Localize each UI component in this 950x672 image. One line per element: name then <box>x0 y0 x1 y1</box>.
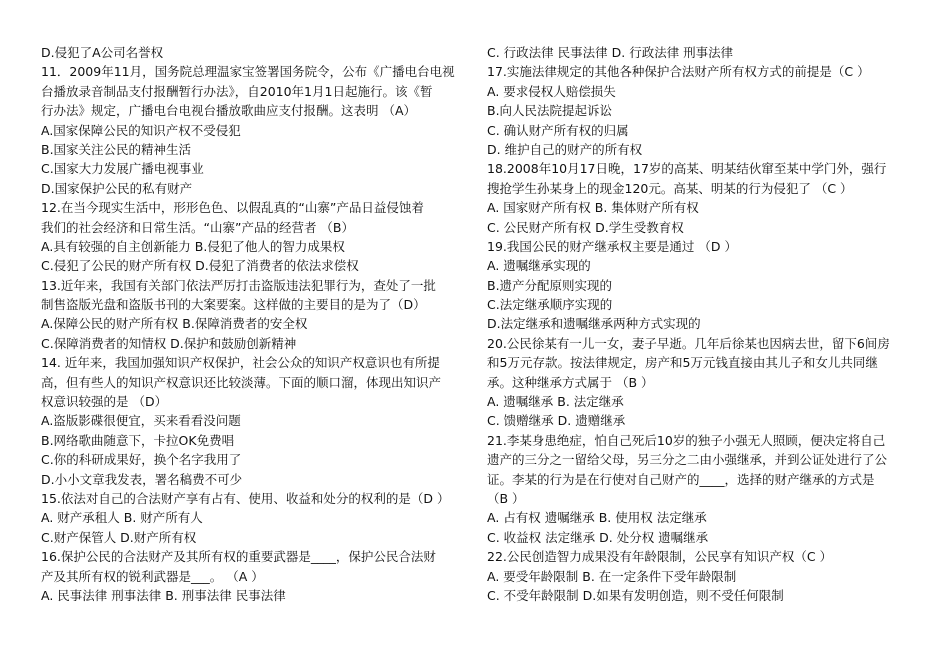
text-line: A. 民事法律 刑事法律 B. 刑事法律 民事法律 <box>41 587 286 603</box>
text-line: A. 国家财产所有权 B. 集体财产所有权 <box>487 200 699 216</box>
text-line: 和5万元存款。按法律规定，房产和5万元钱直接由其儿子和女儿共同继 <box>487 355 878 371</box>
text-line: A. 财产承租人 B. 财产所有人 <box>41 510 203 526</box>
text-line: C. 公民财产所有权 D.学生受教育权 <box>487 219 684 235</box>
text-line: A.盗版影碟很便宜，买来看看没问题 <box>41 413 241 429</box>
text-line: 22.公民创造智力成果没有年龄限制，公民享有知识产权（C ） <box>487 549 833 565</box>
text-line: 17.实施法律规定的其他各种保护合法财产所有权方式的前提是（C ） <box>487 64 870 80</box>
text-line: C.国家大力发展广播电视事业 <box>41 161 204 177</box>
text-line: C.保障消费者的知情权 D.保护和鼓励创新精神 <box>41 335 297 351</box>
text-line: D.侵犯了A公司名誉权 <box>41 45 164 60</box>
text-line: C.侵犯了公民的财产所有权 D.侵犯了消费者的依法求偿权 <box>41 258 359 274</box>
text-line: C. 收益权 法定继承 D. 处分权 遗嘱继承 <box>487 529 709 545</box>
text-line: C.法定继承顺序实现的 <box>487 297 613 313</box>
text-line: A.保障公民的财产所有权 B.保障消费者的安全权 <box>41 316 308 332</box>
text-line: 台播放录音制品支付报酬暂行办法》，自2010年1月1日起施行。该《暂 <box>41 83 433 99</box>
text-line: 14. 近年来，我国加强知识产权保护，社会公众的知识产权意识也有所提 <box>41 355 440 371</box>
text-line: 16.保护公民的合法财产及其所有权的重要武器是____，保护公民合法财 <box>41 549 436 565</box>
text-line: 15.依法对自己的合法财产享有占有、使用、收益和处分的权利的是（D ） <box>41 490 450 506</box>
text-line: 权意识较强的是 （D） <box>41 394 168 410</box>
text-line: 18.2008年10月17日晚，17岁的高某、明某结伙窜至某中学门外，强行 <box>487 161 887 177</box>
text-line: D.法定继承和遗嘱继承两种方式实现的 <box>487 316 701 332</box>
text-line: 高，但有些人的知识产权意识还比较淡薄。下面的顺口溜，体现出知识产 <box>41 374 442 390</box>
text-line: B.向人民法院提起诉讼 <box>487 103 613 119</box>
text-line: A.具有较强的自主创新能力 B.侵犯了他人的智力成果权 <box>41 238 345 254</box>
text-line: A. 占有权 遗嘱继承 B. 使用权 法定继承 <box>487 510 707 526</box>
text-line: 制售盗版光盘和盗版书刊的大案要案。这样做的主要目的是为了（D） <box>41 297 426 313</box>
text-line: B.网络歌曲随意下，卡拉OK免费唱 <box>41 432 235 448</box>
text-line: B.国家关注公民的精神生活 <box>41 141 192 157</box>
text-line: 11．2009年11月，国务院总理温家宝签署国务院令，公布《广播电台电视 <box>41 64 455 80</box>
text-line: 承。这种继承方式属于 （B ） <box>487 374 654 390</box>
text-line: 我们的社会经济和日常生活。“山寨”产品的经营者 （B） <box>41 219 355 235</box>
text-line: 20.公民徐某有一儿一女，妻子早逝。几年后徐某也因病去世，留下6间房 <box>487 335 890 351</box>
text-line: A. 遗嘱继承实现的 <box>487 258 591 274</box>
text-line: A.国家保障公民的知识产权不受侵犯 <box>41 122 241 138</box>
text-line: D. 维护自己的财产的所有权 <box>487 141 643 157</box>
text-line: C. 馈赠继承 D. 遗赠继承 <box>487 413 626 429</box>
text-line: 证。李某的行为是在行使对自己财产的____，选择的财产继承的方式是 <box>487 471 875 487</box>
text-line: 行办法》规定，广播电台电视台播放歌曲应支付报酬。这表明 （A） <box>41 103 417 119</box>
text-line: D.国家保护公民的私有财产 <box>41 180 193 196</box>
text-line: 21.李某身患绝症，怕自己死后10岁的独子小强无人照顾，便决定将自己 <box>487 432 886 448</box>
text-line: A. 遗嘱继承 B. 法定继承 <box>487 394 624 410</box>
left-text-column <box>41 43 466 605</box>
text-line: D.小小文章我发表，署名稿费不可少 <box>41 471 243 487</box>
text-line: 13.近年来，我国有关部门依法严厉打击盗版违法犯罪行为，查处了一批 <box>41 277 436 293</box>
text-line: A. 要受年龄限制 B. 在一定条件下受年龄限制 <box>487 568 737 584</box>
text-line: 产及其所有权的锐利武器是___。 （A ） <box>41 568 264 584</box>
text-line: B.遗产分配原则实现的 <box>487 277 613 293</box>
right-text-column <box>487 43 912 605</box>
text-line: C.你的科研成果好，换个名字我用了 <box>41 452 242 468</box>
text-line: （B ） <box>487 490 525 506</box>
text-line: 搜抢学生孙某身上的现金120元。高某、明某的行为侵犯了 （C ） <box>487 180 853 196</box>
text-line: 19.我国公民的财产继承权主要是通过 （D ） <box>487 238 737 254</box>
text-line: C.财产保管人 D.财产所有权 <box>41 529 197 545</box>
text-line: A. 要求侵权人赔偿损失 <box>487 83 616 99</box>
text-line: 12.在当今现实生活中，形形色色、以假乱真的“山寨”产品日益侵蚀着 <box>41 200 424 216</box>
text-line: C. 行政法律 民事法律 D. 行政法律 刑事法律 <box>487 45 734 60</box>
text-line: C. 确认财产所有权的归属 <box>487 122 629 138</box>
text-line: 遗产的三分之一留给父母，另三分之二由小强继承，并到公证处进行了公 <box>487 452 888 468</box>
text-line: C. 不受年龄限制 D.如果有发明创造，则不受任何限制 <box>487 587 784 603</box>
